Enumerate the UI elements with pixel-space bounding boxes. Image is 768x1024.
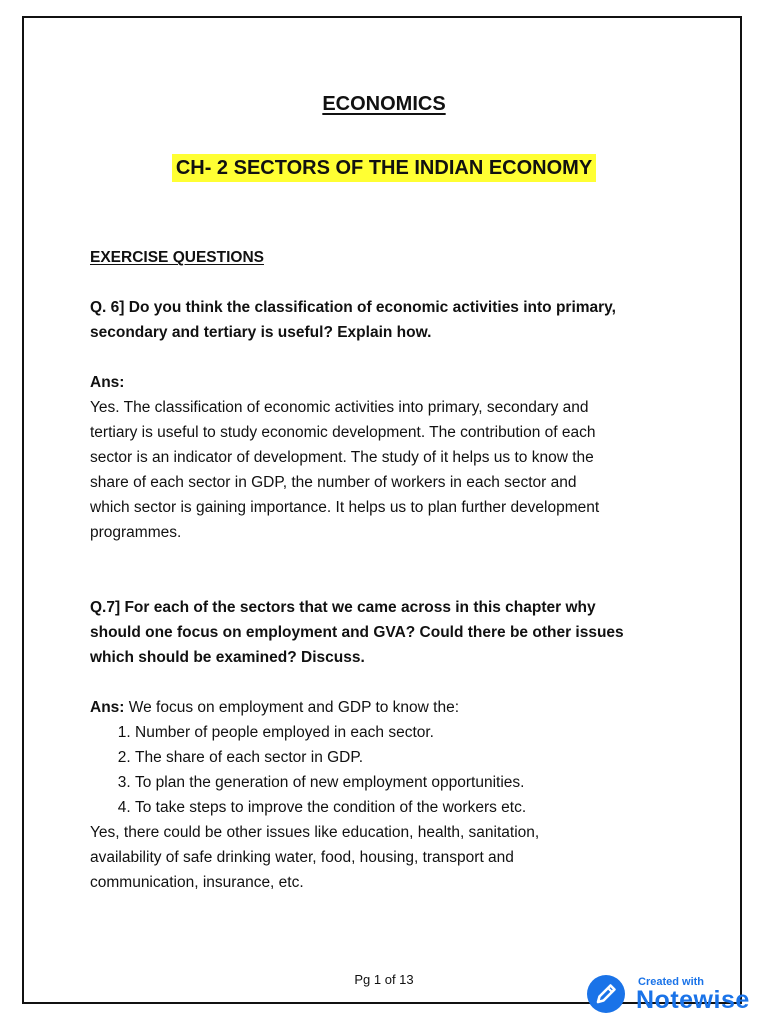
question-6-line-2: secondary and tertiary is useful? Explain how. (90, 324, 432, 341)
answer-7-closing-line: availability of safe drinking water, food, housing, transport and (90, 849, 514, 866)
chapter-title (0, 157, 768, 180)
notewise-brand[interactable] (586, 974, 766, 1016)
answer-6-line: programmes. (90, 524, 182, 541)
section-heading: EXERCISE QUESTIONS (90, 249, 264, 266)
answer-7-label: Ans: (90, 699, 125, 716)
answer-6 (90, 370, 690, 545)
document-body (90, 245, 690, 895)
list-item: 4. To take steps to improve the condition of the workers etc. (135, 795, 690, 820)
question-7-line: should one focus on employment and GVA? Could there be other issues (90, 624, 624, 641)
document-title (0, 93, 768, 116)
answer-6-label: Ans: (90, 374, 125, 391)
pencil-circle-icon (586, 974, 626, 1014)
question-7-line: Q.7] For each of the sectors that we came across in this chapter why (90, 599, 596, 616)
question-7 (90, 595, 690, 670)
question-7-line: which should be examined? Discuss. (90, 649, 365, 666)
answer-7-list (90, 720, 690, 820)
answer-7-intro-text: We focus on employment and GDP to know the: (124, 699, 460, 716)
answer-6-line: share of each sector in GDP, the number of workers in each sector and (90, 474, 577, 491)
answer-7-closing-line: Yes, there could be other issues like education, health, sanitation, (90, 824, 540, 841)
answer-7-closing-line: communication, insurance, etc. (90, 874, 304, 891)
brand-name: Notewise (636, 986, 750, 1014)
answer-7 (90, 695, 690, 895)
document-title-text: ECONOMICS (322, 93, 446, 115)
list-item: 2. The share of each sector in GDP. (135, 745, 690, 770)
answer-7-intro (90, 695, 690, 720)
page-number: Pg 1 of 13 (354, 972, 414, 987)
answer-6-line: which sector is gaining importance. It helps us to plan further development (90, 499, 600, 516)
question-6 (90, 295, 690, 345)
chapter-title-text: CH- 2 SECTORS OF THE INDIAN ECONOMY (172, 154, 596, 182)
list-item: 1. Number of people employed in each sector. (135, 720, 690, 745)
question-6-line-1: Q. 6] Do you think the classification of economic activities into primary, (90, 299, 616, 316)
answer-6-line: tertiary is useful to study economic development. The contribution of each (90, 424, 596, 441)
answer-6-line: sector is an indicator of development. The study of it helps us to know the (90, 449, 594, 466)
brand-created-label: Created with (638, 976, 705, 988)
answer-6-line: Yes. The classification of economic activities into primary, secondary and (90, 399, 589, 416)
list-item: 3. To plan the generation of new employment opportunities. (135, 770, 690, 795)
